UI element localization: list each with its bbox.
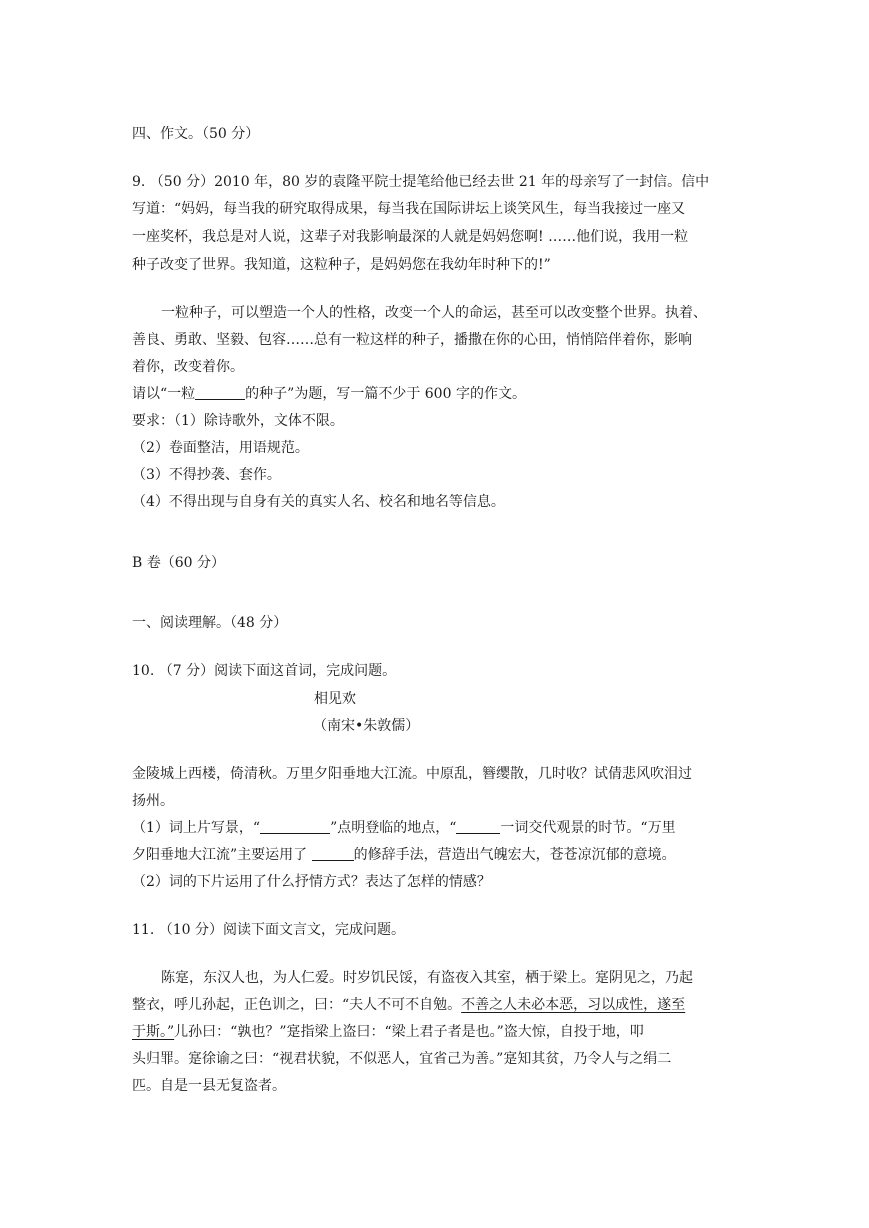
fill-blank	[456, 819, 500, 834]
section-heading-composition: 四、作文。（50 分）	[132, 126, 260, 142]
section-heading-reading: 一、阅读理解。（48 分）	[132, 615, 288, 631]
q10-s1-text-d: 夕阳垂地大江流”主要运用了	[132, 847, 312, 863]
passage-line-3	[132, 1022, 644, 1042]
q9-requirement-1: 要求：（1）除诗歌外，文体不限。	[132, 413, 344, 429]
poem-line-2: 扬州。	[132, 793, 174, 809]
q10-subquestion-2: （2）词的下片运用了什么抒情方式？表达了怎样的情感？	[132, 874, 491, 890]
q10-intro: 10. （7 分）阅读下面这首词，完成问题。	[132, 663, 397, 679]
poem-author: （南宋•朱敦儒）	[313, 718, 420, 734]
q10-subquestion-1-cont	[132, 845, 676, 865]
passage-line-2	[132, 995, 685, 1015]
passage-line-5: 匹。自是一县无复盗者。	[132, 1078, 286, 1094]
q9-line-1: 9. （50 分）2010 年，80 岁的袁隆平院士提笔给他已经去世 21 年的母亲写了一封信。信中	[132, 174, 710, 190]
q9-para-line-2: 善良、勇敢、坚毅、包容……总有一粒这样的种子，播撒在你的心田，悄悄陪伴着你，影响	[132, 332, 692, 348]
passage-line-3-text: 儿孙曰：“孰也？”寔指梁上盗曰：“梁上君子者是也。”盗大惊，自投于地，叩	[174, 1024, 644, 1040]
passage-line-1: 陈寔，东汉人也，为人仁爱。时岁饥民馁，有盗夜入其室，栖于梁上。寔阴见之，乃起	[161, 970, 693, 986]
q10-s1-text-e: 的修辞手法，营造出气魄宏大，苍苍凉沉郁的意境。	[353, 847, 676, 863]
q9-prompt-start: 请以“一粒	[132, 386, 196, 402]
fill-blank	[312, 846, 354, 861]
q9-line-4: 种子改变了世界。我知道，这粒种子，是妈妈您在我幼年时种下的!”	[132, 257, 551, 273]
q10-subquestion-1	[132, 818, 676, 838]
poem-line-1: 金陵城上西楼，倚清秋。万里夕阳垂地大江流。中原乱，簪缨散，几时收？试倩悲风吹泪过	[132, 766, 692, 782]
q11-intro: 11. （10 分）阅读下面文言文，完成问题。	[132, 922, 405, 938]
passage-line-2-text: 整衣，呼儿孙起，正色训之，曰：“夫人不可不自勉。	[132, 997, 462, 1013]
q9-requirement-3: （3）不得抄袭、套作。	[132, 467, 281, 483]
q9-para-line-1: 一粒种子，可以塑造一个人的性格，改变一个人的命运，甚至可以改变整个世界。执着、	[161, 305, 707, 321]
fill-blank	[260, 819, 330, 834]
underlined-sentence: 不善之人未必本恶，习以成性，遂至	[461, 997, 686, 1013]
q10-s1-text-c: 一词交代观景的时节。“万里	[500, 820, 676, 836]
q9-prompt	[132, 384, 526, 404]
q10-s1-text-b: ”点明登临的地点，“	[330, 820, 457, 836]
q9-line-2: 写道：“妈妈，每当我的研究取得成果，每当我在国际讲坛上谈笑风生，每当我接过一座又	[132, 201, 686, 217]
fill-blank	[195, 385, 245, 400]
q9-prompt-end: 的种子”为题，写一篇不少于 600 字的作文。	[245, 386, 526, 402]
q9-requirement-4: （4）不得出现与自身有关的真实人名、校名和地名等信息。	[132, 494, 505, 510]
underlined-sentence-end: 于斯。”	[132, 1024, 175, 1040]
q10-s1-text-a: （1）词上片写景，“	[132, 820, 261, 836]
q9-requirement-2: （2）卷面整洁，用语规范。	[132, 440, 309, 456]
q9-para-line-3: 着你，改变着你。	[132, 359, 244, 375]
poem-title: 相见欢	[314, 691, 356, 707]
part-b-heading: B 卷（60 分）	[132, 555, 226, 571]
q9-line-3: 一座奖杯，我总是对人说，这辈子对我影响最深的人就是妈妈您啊! ……他们说，我用一粒	[132, 229, 689, 245]
passage-line-4: 头归罪。寔徐谕之曰：“视君状貌，不似恶人，宜省己为善。”寔知其贫，乃令人与之绢二	[132, 1051, 672, 1067]
